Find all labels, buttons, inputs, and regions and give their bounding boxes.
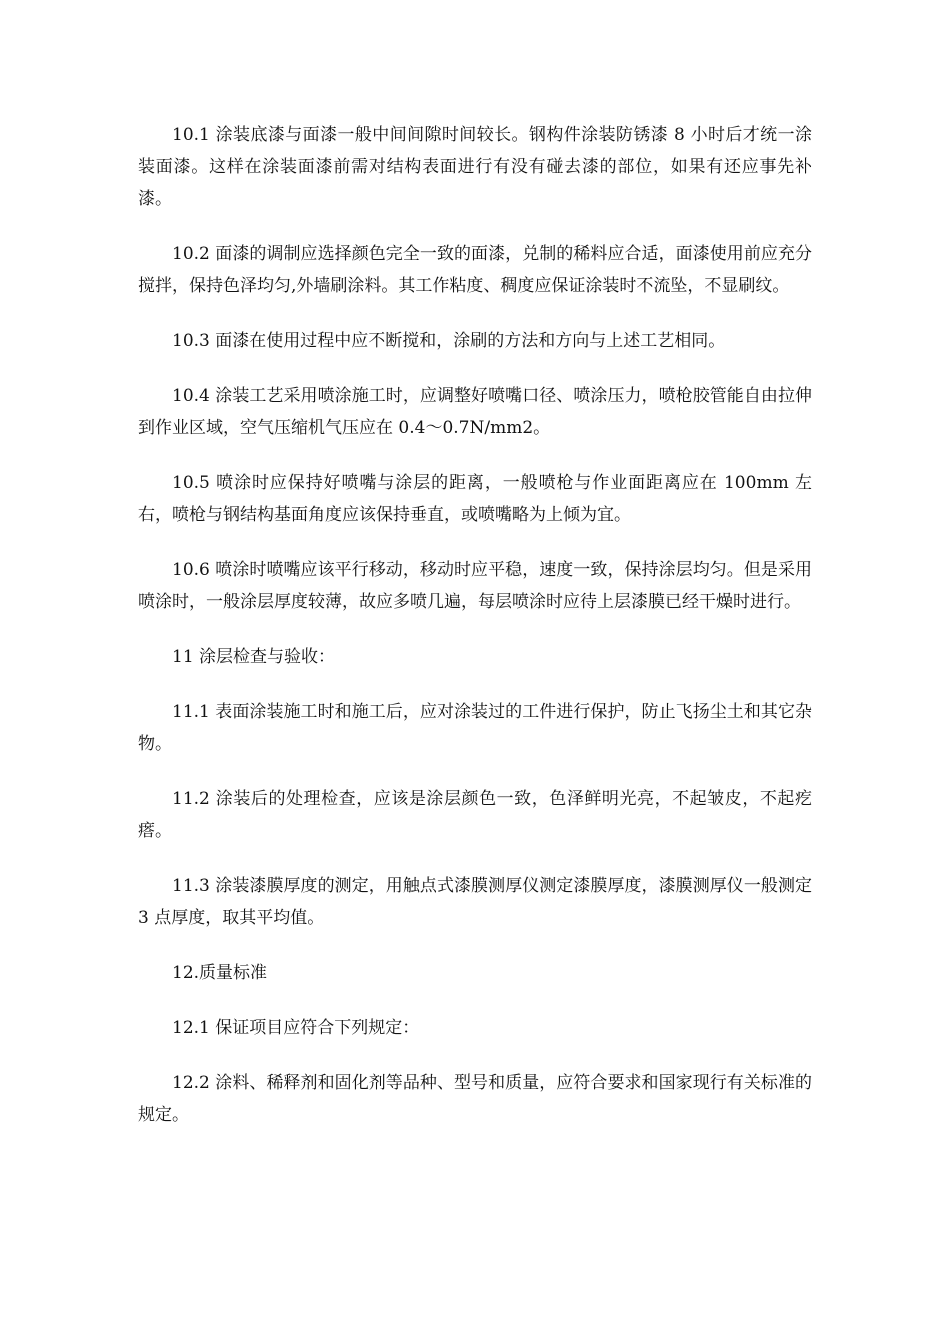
document-body xyxy=(138,119,812,1154)
paragraph-10-5: 10.5 喷涂时应保持好喷嘴与涂层的距离，一般喷枪与作业面距离应在 100mm 左右，喷枪与钢结构基面角度应该保持垂直，或喷嘴略为上倾为宜。 xyxy=(138,473,812,525)
paragraph-10-1: 10.1 涂装底漆与面漆一般中间间隙时间较长。钢构件涂装防锈漆 8 小时后才统一涂装面漆。这样在涂装面漆前需对结构表面进行有没有碰去漆的部位，如果有还应事先补漆。 xyxy=(138,125,812,209)
paragraph-12-2: 12.2 涂料、稀释剂和固化剂等品种、型号和质量，应符合要求和国家现行有关标准的规定。 xyxy=(138,1073,812,1125)
paragraph-11-2: 11.2 涂装后的处理检查，应该是涂层颜色一致，色泽鲜明光亮，不起皱皮，不起疙瘩。 xyxy=(138,789,812,841)
paragraph-10-4: 10.4 涂装工艺采用喷涂施工时，应调整好喷嘴口径、喷涂压力，喷枪胶管能自由拉伸到作业区域，空气压缩机气压应在 0.4～0.7N/mm2。 xyxy=(138,386,812,438)
paragraph-12-1: 12.1 保证项目应符合下列规定： xyxy=(172,1018,420,1038)
paragraph-10-6: 10.6 喷涂时喷嘴应该平行移动，移动时应平稳，速度一致，保持涂层均匀。但是采用喷涂时，一般涂层厚度较薄，故应多喷几遍，每层喷涂时应待上层漆膜已经干燥时进行。 xyxy=(138,560,812,612)
section-heading-11: 11 涂层检查与验收： xyxy=(172,647,336,667)
paragraph-10-3: 10.3 面漆在使用过程中应不断搅和，涂刷的方法和方向与上述工艺相同。 xyxy=(172,331,726,351)
section-heading-12: 12.质量标准 xyxy=(172,963,268,983)
paragraph-11-1: 11.1 表面涂装施工时和施工后，应对涂装过的工件进行保护，防止飞扬尘土和其它杂物。 xyxy=(138,702,812,754)
paragraph-11-3: 11.3 涂装漆膜厚度的测定，用触点式漆膜测厚仪测定漆膜厚度，漆膜测厚仪一般测定 3 点厚度，取其平均值。 xyxy=(138,876,812,928)
paragraph-10-2: 10.2 面漆的调制应选择颜色完全一致的面漆，兑制的稀料应合适，面漆使用前应充分搅拌，保持色泽均匀,外墙刷涂料。其工作粘度、稠度应保证涂装时不流坠，不显刷纹。 xyxy=(138,244,812,296)
